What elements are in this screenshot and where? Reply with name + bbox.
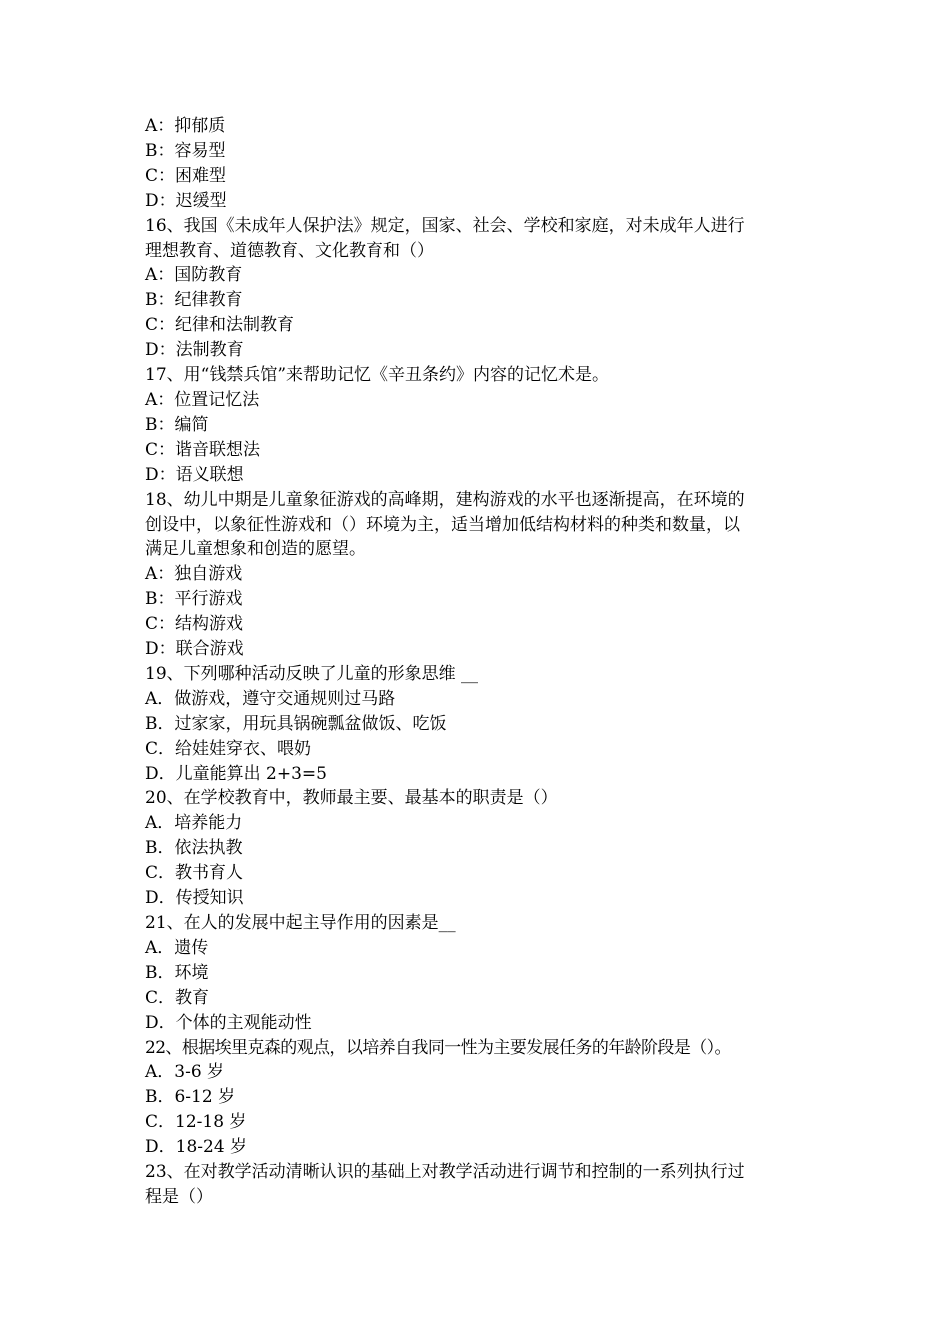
option: A．做游戏，遵守交通规则过马路	[145, 688, 396, 709]
question-17	[145, 363, 810, 488]
option: D：法制教育	[145, 340, 244, 361]
question-stem: 17、用“钱禁兵馆”来帮助记忆《辛丑条约》内容的记忆术是。	[145, 365, 610, 386]
option: B：容易型	[145, 140, 226, 161]
question-stem: 21、在人的发展中起主导作用的因素是__	[145, 913, 456, 933]
question-stem: 22、根据埃里克森的观点，以培养自我同一性为主要发展任务的年龄阶段是（）。	[145, 1037, 731, 1058]
option: C：结构游戏	[145, 614, 244, 635]
option: B．过家家，用玩具锅碗瓢盆做饭、吃饭	[145, 713, 447, 734]
option: A．培养能力	[145, 813, 243, 834]
option: A．3-6 岁	[145, 1062, 225, 1083]
option: D：联合游戏	[145, 639, 244, 660]
question-stem: 满足儿童想象和创造的愿望。	[145, 539, 366, 560]
option: D．个体的主观能动性	[145, 1012, 312, 1033]
lead-options	[145, 114, 810, 214]
option: B：平行游戏	[145, 589, 243, 610]
question-stem: 理想教育、道德教育、文化教育和（）	[145, 240, 434, 261]
option: A：独自游戏	[145, 564, 243, 585]
question-stem: 程是（）	[145, 1186, 213, 1207]
option: B．6-12 岁	[145, 1087, 236, 1108]
option: D．18-24 岁	[145, 1137, 248, 1158]
option: C．给娃娃穿衣、喂奶	[145, 738, 312, 759]
option: D：迟缓型	[145, 190, 227, 211]
option: C．教书育人	[145, 863, 244, 884]
question-stem: 19、下列哪种活动反映了儿童的形象思维 __	[145, 663, 479, 684]
question-23	[145, 1160, 810, 1210]
option: C：困难型	[145, 165, 227, 186]
option: D：语义联想	[145, 464, 244, 485]
question-19	[145, 662, 810, 787]
option: C：纪律和法制教育	[145, 315, 295, 336]
option: B．环境	[145, 962, 209, 983]
question-stem: 16、我国《未成年人保护法》规定，国家、社会、学校和家庭，对未成年人进行	[145, 215, 745, 236]
option: C．12-18 岁	[145, 1112, 247, 1133]
document-page	[145, 114, 810, 1210]
question-stem: 18、幼儿中期是儿童象征游戏的高峰期，建构游戏的水平也逐渐提高，在环境的	[145, 489, 745, 510]
question-stem: 创设中，以象征性游戏和（）环境为主，适当增加低结构材料的种类和数量，以	[145, 514, 740, 535]
question-16	[145, 214, 810, 363]
option: D．儿童能算出 2+3=5	[145, 763, 327, 784]
question-stem: 20、在学校教育中，教师最主要、最基本的职责是（）	[145, 788, 558, 809]
option: B．依法执教	[145, 838, 243, 859]
option: B：编简	[145, 414, 209, 435]
question-stem: 23、在对教学活动清晰认识的基础上对教学活动进行调节和控制的一系列执行过	[145, 1162, 745, 1183]
option: A：国防教育	[145, 265, 243, 286]
option: A．遗传	[145, 937, 209, 958]
question-21	[145, 911, 810, 1036]
question-22	[145, 1036, 810, 1161]
option: B：纪律教育	[145, 290, 243, 311]
question-18	[145, 488, 810, 662]
option: A：位置记忆法	[145, 389, 260, 410]
option: C．教育	[145, 987, 210, 1008]
option: C：谐音联想法	[145, 439, 261, 460]
option: D．传授知识	[145, 888, 244, 909]
option: A：抑郁质	[145, 116, 226, 136]
question-20	[145, 786, 810, 911]
